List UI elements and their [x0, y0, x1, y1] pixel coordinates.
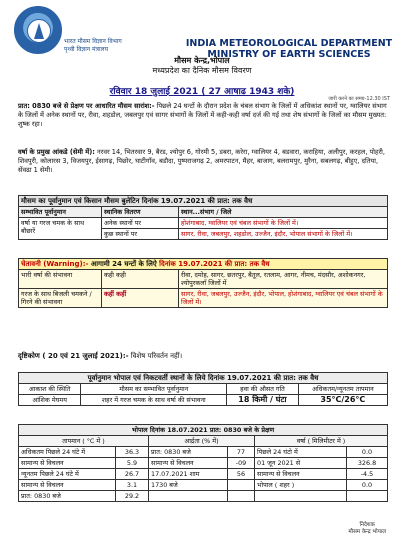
obs-temp-value: 5.9 — [116, 458, 149, 469]
rainfall-figures — [18, 148, 390, 175]
forecast-header-2: स्थानिक वितरण — [102, 207, 179, 218]
obs-rh-label: प्रात: 0830 बजे — [149, 447, 228, 458]
signature — [348, 522, 386, 536]
warning-mid: आगामी 24 घन्टों के लिऐ — [88, 260, 160, 268]
bhopal-forecast-banner: पूर्वानुमान भोपाल एवं निकटवर्ती स्थानों के लिये दिनांक 19.07.2021 की प्रात: तक वैध — [19, 373, 388, 384]
bhopal-forecast-table — [18, 372, 388, 406]
warning-places-2: सागर, रीवा, जबलपुर, उज्जैन, इंदौर, भोपाल, होशंगाबाद, ग्वालियर एवं चंबल संभागों के जिलों में। — [179, 289, 388, 308]
obs-temp-value: 3.1 — [116, 480, 149, 491]
bhopal-observation-table — [18, 424, 388, 502]
obs-rh-value — [228, 491, 255, 502]
bulletin-title — [0, 56, 404, 76]
forecast-dist-2: कुछ स्थानों पर — [102, 229, 179, 240]
warning-dist-1: कही कही — [102, 270, 179, 289]
obs-header-rh: आर्द्रता (% में) — [149, 436, 255, 447]
warning-places-1: रीवा, दमोह, सागर, छतरपुर, बैतूल, रतलाम, आगर, नीमच, मंदसौर, अशोकनगर, श्योपुरकलाँ जिलों में — [179, 270, 388, 289]
obs-rh-label: 1730 बजे — [149, 480, 228, 491]
forecast-banner: मौसम का पूर्वानुमान एवं किसान मौसम बुलेटिन दिनांक 19.07.2021 की प्रात: तक वैध — [19, 196, 388, 207]
forecast-event: वर्षा या गरज चमक के साथ बौछारें — [19, 218, 102, 240]
signature-office: मौसम केन्द्र भोपाल — [348, 529, 386, 535]
bhopal-temp: 35°C/26°C — [298, 395, 387, 406]
forecast-table — [18, 195, 388, 240]
obs-rain-label: सामान्य से विचलन — [255, 469, 347, 480]
weather-summary — [18, 102, 390, 129]
warning-event-1: भारी वर्षा की संभावना — [19, 270, 102, 289]
bhopal-wind: 18 किमी / घंटा — [227, 395, 299, 406]
org-hi-line1: भारत मौसम विज्ञान विभाग — [64, 38, 122, 45]
obs-rain-value: -4.5 — [347, 469, 388, 480]
obs-rh-value — [228, 480, 255, 491]
outlook-text: विशेष परिवर्तन नहीं। — [128, 352, 183, 360]
logo-inner — [27, 19, 51, 43]
summary-lead: प्रात: 0830 बजे से प्रेक्षण पर आधारित मौसम सारांश:- — [18, 102, 155, 110]
rainfall-lead: वर्षा के प्रमुख आंकडे (सेमी में): — [18, 148, 95, 156]
warning-label: चेतावनी (Warning):- — [21, 260, 89, 268]
centre-name: मौसम केन्द्र,भोपाल — [174, 56, 230, 65]
bhopal-obs-banner: भोपाल दिनांक 18.07.2021 प्रात: 0830 बजे के प्रेक्षण — [19, 425, 388, 436]
obs-temp-label: अधिकतम पिछले 24 घंटे में — [19, 447, 116, 458]
obs-row — [19, 447, 388, 458]
obs-rh-label: सामान्य से विचलन — [149, 458, 228, 469]
obs-rain-value: 326.8 — [347, 458, 388, 469]
obs-temp-value: 26.7 — [116, 469, 149, 480]
obs-rh-label: 17.07.2021 शाम — [149, 469, 228, 480]
forecast-places-1: होशंगाबाद, ग्वालियर एवं चंबल संभागों के जिलों में। — [179, 218, 388, 229]
forecast-dist-1: अनेक स्थानों पर — [102, 218, 179, 229]
obs-temp-label: सामान्य से विचलन — [19, 458, 116, 469]
obs-temp-label: प्रात: 0830 बजे — [19, 491, 116, 502]
bhopal-header-weather: मौसम का सम्भावित पूर्वानुमान — [81, 384, 227, 395]
warning-event-2: गरज के साथ बिजली चमकने / गिरने की संभावना — [19, 289, 102, 308]
warning-dist-2: कहीं कहीं — [102, 289, 179, 308]
rainfall-text: नरवर 14, भितरवार 9, बैरड, श्योपुर 6, गोरमी 5, डबरा, करेरा, ग्वालियर 4, बडवारा, कराहिया, अलीपुर, करहल, पोहरी, शिवपुरी, कोलारस 3, विजयपुर, ईसागढ़, पिछोर, घाटीगाँव, बडौदा, पुष्पराजगढ़ 2, अमरपाटन, मैहर, बाजाग, बलरामपुर, मुरैना, सबलगढ़, बीहुए, दतिया, सेंवढा 1 सेमी। — [18, 148, 385, 174]
bhopal-header-sky: आकाश की स्थिति — [19, 384, 81, 395]
imd-logo — [14, 6, 62, 54]
obs-rain-label: भोपाल ( शहर ) — [255, 480, 347, 491]
warning-table — [18, 258, 388, 308]
obs-rain-value: 0.0 — [347, 480, 388, 491]
obs-rain-label: 01 जून 2021 से — [255, 458, 347, 469]
outlook-label: दृष्टिकोण — [18, 352, 40, 360]
obs-rh-value: 77 — [228, 447, 255, 458]
bhopal-weather: शहर में गरज चमक के साथ वर्षा की संभावना — [81, 395, 227, 406]
obs-row — [19, 491, 388, 502]
bhopal-header-temp: अधिकतम/न्यूनतम तापमान — [298, 384, 387, 395]
obs-rain-label: पिछले 24 घंटो में — [255, 447, 347, 458]
obs-rain-label — [255, 491, 347, 502]
obs-temp-value: 29.2 — [116, 491, 149, 502]
obs-row — [19, 469, 388, 480]
outlook — [18, 352, 182, 361]
forecast-header-3: स्थान...संभाग / जिले — [179, 207, 388, 218]
issue-time: जारी करने का समय-12.30 IST — [328, 96, 390, 102]
outlook-dates: ( 20 एवं 21 जुलाई 2021):- — [42, 352, 129, 360]
obs-temp-label: न्यूनतम पिछले 24 घंटे में — [19, 469, 116, 480]
forecast-places-2: सागर, रीवा, जबलपुर, शहडोल, उज्जैन, इंदौर, भोपाल संभागों के जिलों में। — [179, 229, 388, 240]
org-hi-line2: पृथ्वी विज्ञान मंत्रालय — [64, 46, 109, 53]
obs-rain-value: 0.0 — [347, 447, 388, 458]
bulletin-name: मध्यप्रदेश का दैनिक मौसम विवरण — [152, 66, 252, 75]
org-name-hindi — [64, 38, 122, 54]
obs-rh-value: -09 — [228, 458, 255, 469]
imd-en-line2: MINISTRY OF EARTH SCIENCES — [207, 49, 371, 60]
obs-row — [19, 458, 388, 469]
bhopal-header-wind: हवा की औसत गति — [227, 384, 299, 395]
obs-temp-value: 36.3 — [116, 447, 149, 458]
obs-rain-value — [347, 491, 388, 502]
obs-header-rain: वर्षा ( मिलिमीटर में ) — [255, 436, 388, 447]
summary-text: पिछले 24 घन्टों के दौरान प्रदेश के चंबल संभाग के जिलों में अधिकांश स्थानों पर, ग्वालियर संभाग के जिलों में अनेक स्थानों पर, रीवा, शहडोल, जबलपुर एवं सागर संभागों के जिलों में कही-कही वर्षा दर्ज की गई तथा शेष संभागों के जिलों का मौसम मुख्यत: शुष्क रहा। — [18, 102, 387, 128]
obs-rh-label — [149, 491, 228, 502]
warning-validity: दिनांक 19.07.2021 की प्रात: तक वैध — [159, 260, 270, 268]
date-text: रविवार 18 जुलाई 2021 ( 27 आषाढ 1943 शके) — [109, 87, 295, 97]
bhopal-sky: आंशिक मेघमय — [19, 395, 81, 406]
obs-temp-label: सामान्य से विचलन — [19, 480, 116, 491]
logo-mark — [34, 23, 44, 39]
warning-header — [19, 259, 388, 270]
obs-rh-value: 56 — [228, 469, 255, 480]
obs-row — [19, 480, 388, 491]
signature-title: निदेशक — [359, 522, 375, 528]
imd-en-line1: INDIA METEOROLOGICAL DEPARTMENT — [185, 38, 393, 49]
obs-header-temp: तापमान ( °C में ) — [19, 436, 149, 447]
forecast-header-1: सम्भावित पूर्वानुमान — [19, 207, 102, 218]
